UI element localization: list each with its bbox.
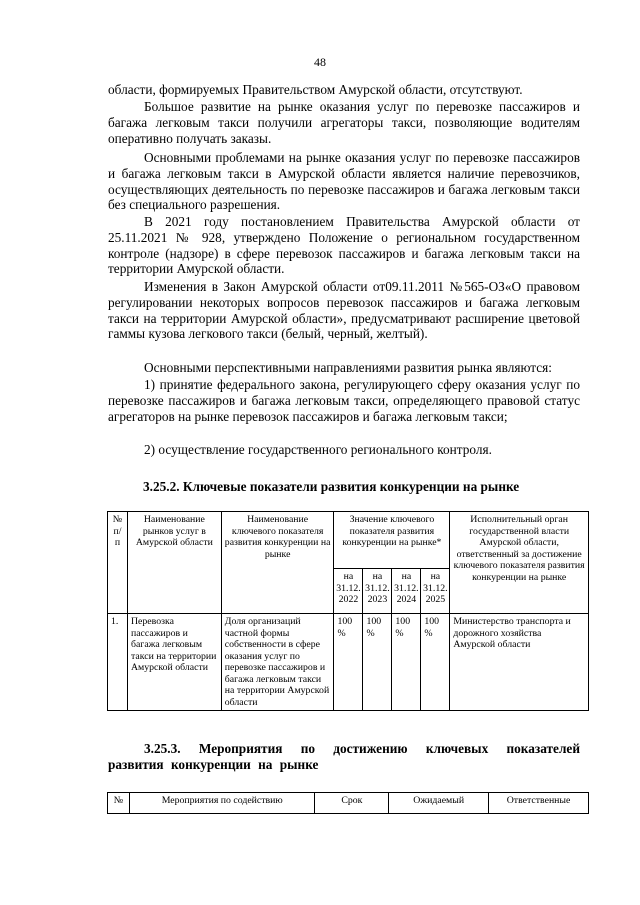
row-value-2022: 100 % [334, 614, 363, 711]
paragraph-4: В 2021 году постановлением Правительства Амурской области от 25.11.2021 № 928, утверждено Положение о региональном государственном контроле (надзоре) в сфере перевозок пассажиров и багажа легковым такси на территории Амурской области. [108, 214, 580, 277]
paragraph-2: Большое развитие на рынке оказания услуг по перевозке пассажиров и багажа легковым такси получили агрегаторы такси, позволяющие водителям оперативно получать заказы. [108, 99, 580, 146]
year-2023: на 31.12. 2023 [363, 569, 392, 614]
row-value-2025: 100 % [421, 614, 450, 711]
row-indicator: Доля организаций частной формы собственности в сфере оказания услуг по перевозке пассажиров и багажа легковым такси на территории Амурской области [221, 614, 334, 711]
paragraph-3: Основными проблемами на рынке оказания услуг по перевозке пассажиров и багажа легковым такси в Амурской области является наличие перевозчиков, осуществляющих деятельность по перевозке пассажиров и багажа легковым такси без специального разрешения. [108, 150, 580, 213]
key-indicators-table [107, 511, 589, 711]
header-indicator: Наименование ключевого показателя развития конкуренции на рынке [221, 512, 334, 614]
header-authority: Исполнительный орган государственной власти Амурской области, ответственный за достижение ключевого показателя развития конкуренции на рынке [450, 512, 589, 614]
header-market: Наименование рынков услуг в Амурской области [127, 512, 221, 614]
paragraph-6: Основными перспективными направлениями развития рынка являются: [144, 360, 552, 375]
t2-header-responsible: Ответственные [489, 793, 589, 814]
year-2022: на 31.12. 2022 [334, 569, 363, 614]
paragraph-1: области, формируемых Правительством Амурской области, отсутствуют. [108, 82, 523, 97]
paragraph-8: 2) осуществление государственного регионального контроля. [144, 442, 492, 457]
row-market: Перевозка пассажиров и багажа легковым такси на территории Амурской области [127, 614, 221, 711]
row-value-2023: 100 % [363, 614, 392, 711]
header-num: № п/п [108, 512, 128, 614]
paragraph-5: Изменения в Закон Амурской области от09.11.2011 №565-ОЗ«О правовом регулировании некоторых вопросов перевозок пассажиров и багажа легковым такси на территории Амурской области», предусматривают расширение цветовой гаммы кузова легкового такси (белый, черный, желтый). [108, 279, 580, 342]
section-title-3-25-2: 3.25.2. Ключевые показатели развития конкуренции на рынке [143, 479, 520, 494]
year-2025: на 31.12. 2025 [421, 569, 450, 614]
t2-header-deadline: Срок [315, 793, 389, 814]
year-2024: на 31.12. 2024 [392, 569, 421, 614]
t2-header-num: № [108, 793, 130, 814]
row-authority: Министерство транспорта и дорожного хозяйства Амурской области [450, 614, 589, 711]
page-number: 48 [314, 55, 326, 69]
row-num: 1. [108, 614, 128, 711]
t2-header-measures: Мероприятия по содействию [129, 793, 315, 814]
t2-header-expected: Ожидаемый [389, 793, 489, 814]
paragraph-7: 1) принятие федерального закона, регулирующего сферу оказания услуг по перевозке пассажиров и багажа легковым такси, определяющего правовой статус агрегаторов на рынке перевозок пассажиров и багажа легковым такси; [108, 377, 580, 424]
header-value: Значение ключевого показателя развития конкуренции на рынке* [334, 512, 450, 569]
section-title-3-25-3: 3.25.3. Мероприятия по достижению ключевых показателей развития конкуренции на рынке [108, 741, 580, 772]
measures-table [107, 792, 589, 814]
row-value-2024: 100 % [392, 614, 421, 711]
